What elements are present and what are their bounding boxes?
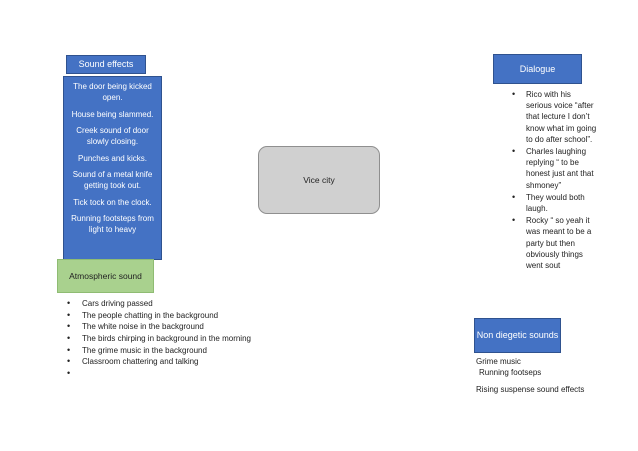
sound-effect-item: Running footsteps from light to heavy — [71, 214, 154, 234]
sound-effect-item: The door being kicked open. — [73, 82, 152, 102]
dialogue-title: Dialogue — [493, 54, 582, 84]
atmospheric-item: • The grime music in the background — [64, 345, 324, 357]
dialogue-item: • Charles laughing replying “ to be honest just ant that shmoney” — [509, 146, 597, 191]
dialogue-item: • Rico with his serious voice “after that lecture I don’t know what im going to do after school”. — [509, 89, 597, 145]
sound-effect-item: Creek sound of door slowly closing. — [76, 126, 149, 146]
dialogue-item: • They would both laugh. — [509, 192, 597, 214]
dialogue-item: • Rocky “ so yeah it was meant to be a party but then obviously things went sout — [509, 215, 597, 271]
non-diegetic-title: Non diegetic sounds — [474, 318, 561, 353]
atmospheric-sound-title: Atmospheric sound — [57, 259, 154, 293]
atmospheric-item: • Classroom chattering and talking — [64, 356, 324, 368]
sound-effect-item: House being slammed. — [71, 109, 154, 119]
sound-effect-item: Sound of a metal knife getting took out. — [72, 170, 153, 190]
non-diegetic-item: Grime music — [476, 357, 521, 366]
sound-effects-title: Sound effects — [66, 55, 146, 74]
atmospheric-item: • The birds chirping in background in the morning — [64, 333, 324, 345]
atmospheric-item: • Cars driving passed — [64, 298, 324, 310]
non-diegetic-list — [476, 356, 606, 395]
sound-effect-item: Punches and kicks. — [78, 153, 147, 163]
sound-effect-item: Tick tock on the clock. — [73, 197, 152, 207]
sound-effects-box — [63, 76, 162, 260]
center-node: Vice city — [258, 146, 380, 214]
atmospheric-list — [64, 298, 324, 380]
non-diegetic-item: Running footseps — [479, 368, 542, 377]
atmospheric-item — [64, 368, 324, 380]
atmospheric-item: • The white noise in the background — [64, 321, 324, 333]
non-diegetic-item: Rising suspense sound effects — [476, 385, 585, 394]
atmospheric-item: • The people chatting in the background — [64, 310, 324, 322]
dialogue-list — [509, 89, 597, 272]
